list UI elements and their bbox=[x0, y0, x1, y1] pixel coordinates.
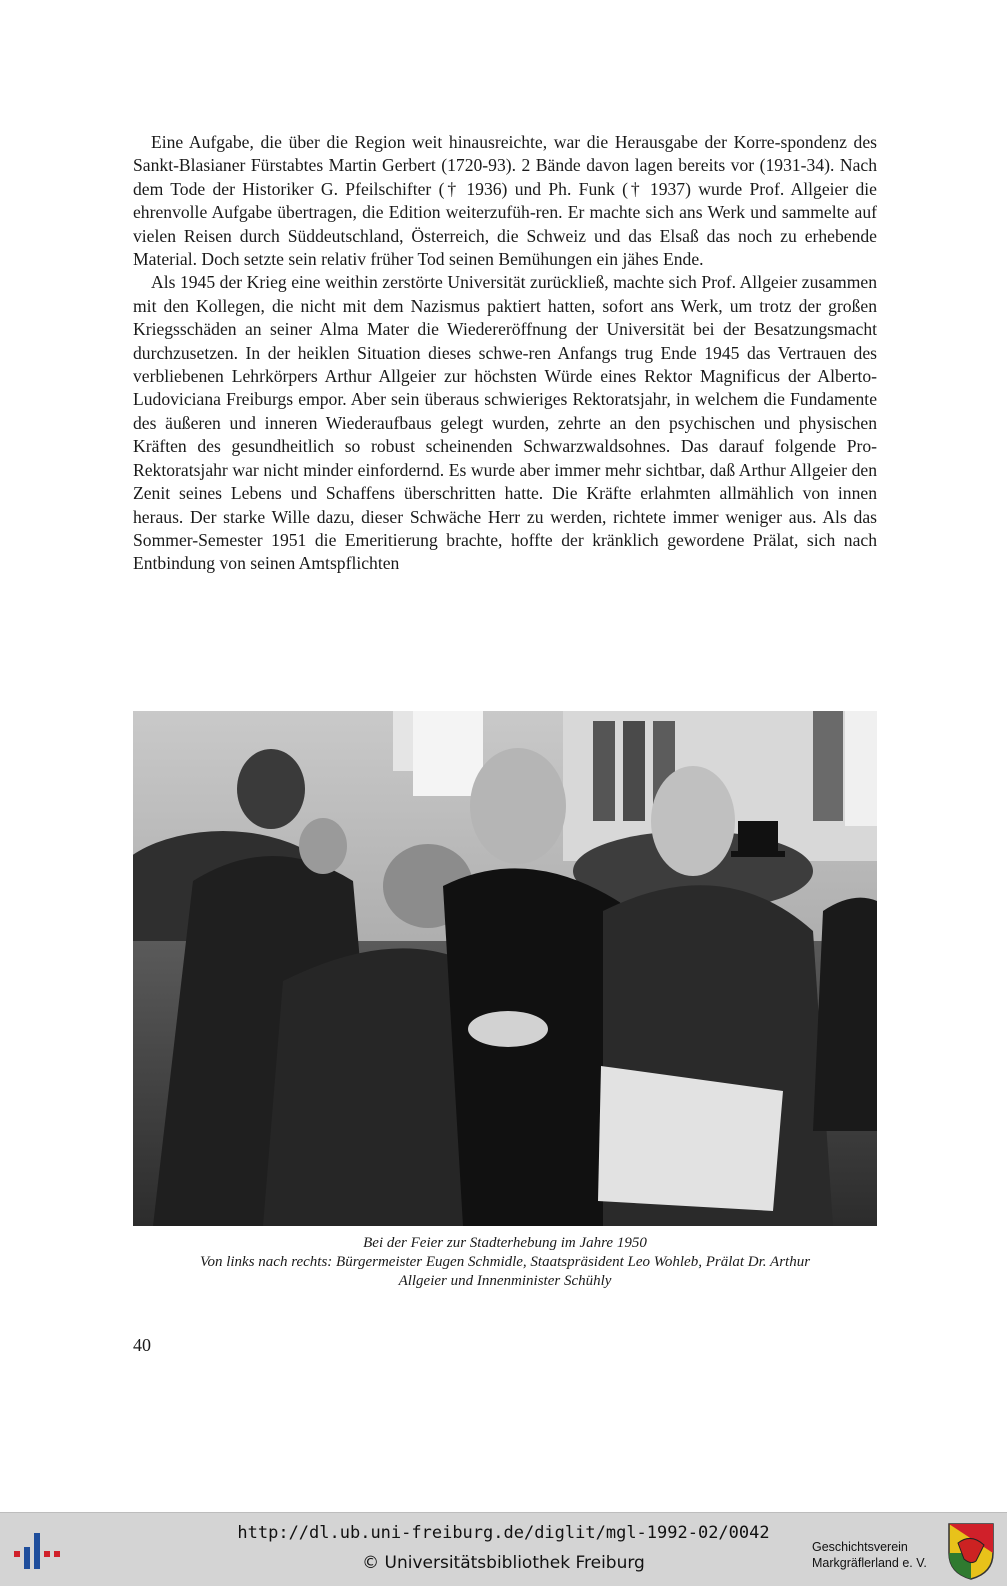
footer-copyright: © Universitätsbibliothek Freiburg bbox=[362, 1553, 645, 1573]
society-name bbox=[812, 1539, 942, 1571]
caption-line-2: Von links nach rechts: Bürgermeister Eugen Schmidle, Staatspräsident Leo Wohleb, Prälat Dr. Arthur bbox=[199, 1254, 811, 1270]
society-line-2: Markgräflerland e. V. bbox=[812, 1556, 927, 1570]
caption-title: Bei der Feier zur Stadterhebung im Jahre 1950 bbox=[363, 1235, 647, 1251]
body-text bbox=[133, 131, 877, 576]
coat-of-arms-icon bbox=[946, 1521, 996, 1581]
page-number: 40 bbox=[133, 1335, 151, 1355]
footer-url-link[interactable]: http://dl.ub.uni-freiburg.de/diglit/mgl-1992-02/0042 bbox=[237, 1523, 770, 1543]
photo-caption bbox=[133, 1234, 877, 1291]
caption-line-3: Allgeier und Innenminister Schühly bbox=[398, 1273, 612, 1289]
historical-photograph bbox=[133, 711, 877, 1226]
paragraph-1: Eine Aufgabe, die über die Region weit hinausreichte, war die Herausgabe der Korre-spondenz des Sankt-Blasianer Fürstabtes Martin Gerbert (1720-93). 2 Bände davon lagen bereits vor (1931-34). Nach dem Tode der Historiker G. Pfeilschifter († 1936) und Ph. Funk († 1937) wurde Prof. Allgeier die ehrenvolle Aufgabe übertragen, die Edition weiterzufüh-ren. Er machte sich ans Werk und sammelte auf vielen Reisen durch Süddeutschland, Österreich, die Schweiz und das Elsaß das noch zu erhebende Material. Doch setzte sein relativ früher Tod seinen Bemühungen ein jähes Ende. bbox=[133, 132, 877, 270]
footer-bar bbox=[0, 1512, 1007, 1586]
paragraph-2: Als 1945 der Krieg eine weithin zerstörte Universität zurückließ, machte sich Prof. Allgeier zusammen mit den Kollegen, die nicht mit dem Nazismus paktiert hatten, sofort ans Werk, um trotz der großen Kriegsschäden an seiner Alma Mater die Wiedereröffnung der Universität bei der Besatzungsmacht durchzusetzen. In der heiklen Situation dieses schwe-ren Anfangs trug Ende 1945 das Vertrauen des verbliebenen Lehrkörpers Arthur Allgeier zur höchsten Würde eines Rektor Magnificus der Alberto-Ludoviciana Freiburgs empor. Aber sein überaus schwieriges Rektoratsjahr, in welchem die Fundamente des äußeren und inneren Wiederaufbaus gelegt wurden, zehrte an den psychischen und physischen Kräften des gesundheitlich so robust scheinenden Schwarzwaldsohnes. Das darauf folgende Pro-Rektoratsjahr war nicht minder einfordernd. Es wurde aber immer mehr sichtbar, daß Arthur Allgeier den Zenit seines Lebens und Schaffens überschritten hatte. Die Kräfte erlahmten allmählich von innen heraus. Der starke Wille dazu, dieser Schwäche Herr zu werden, richtete immer weniger aus. Als das Sommer-Semester 1951 die Emeritierung brachte, hoffte der kränklich gewordene Prälat, sich nach Entbindung von seinen Amtspflichten bbox=[133, 272, 877, 574]
photograph-image bbox=[133, 711, 877, 1226]
society-line-1: Geschichtsverein bbox=[812, 1540, 908, 1554]
